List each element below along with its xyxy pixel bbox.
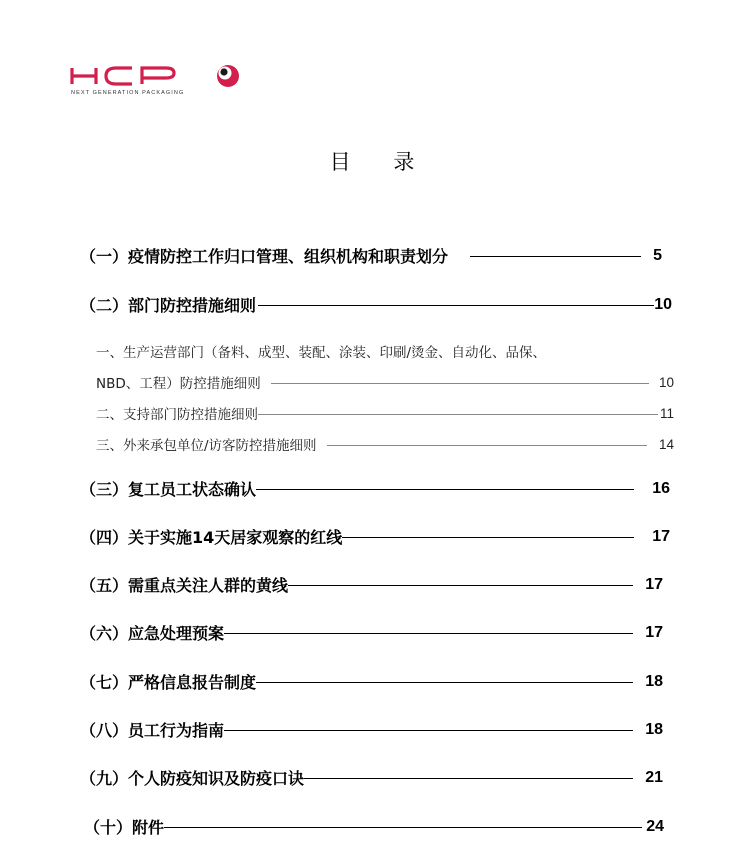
toc-item[interactable] [80,244,662,267]
toc-item-label: （四）关于实施14天居家观察的红线 [80,528,343,547]
toc-subitem-label: 三、外来承包单位/访客防控措施细则 [96,438,317,454]
toc-item-page: 5 [653,246,662,264]
toc-item-page: 18 [645,720,663,738]
toc-subitem-page: 10 [658,374,674,390]
hcp-logo-icon [70,64,245,90]
toc-subitem-label: 二、支持部门防控措施细则 [96,407,258,423]
toc-subitem-label: 一、生产运营部门（备料、成型、装配、涂装、印刷/烫金、自动化、品保、 [96,345,547,361]
toc-leader [224,633,633,634]
toc-item-label: （七）严格信息报告制度 [80,673,257,692]
toc-subitem-page: 11 [659,405,674,421]
toc-item-page: 17 [652,527,670,545]
toc-leader [470,256,641,257]
toc-item-page: 10 [654,295,672,313]
toc-leader [288,585,633,586]
toc-item-label: （九）个人防疫知识及防疫口诀 [80,769,305,788]
page-title: 目 录 [329,150,433,174]
company-logo [70,64,250,100]
toc-item-label: （五）需重点关注人群的黄线 [80,576,289,595]
toc-item[interactable] [80,525,670,548]
toc-leader [258,305,654,306]
toc-leader [224,730,633,731]
toc-item-label: （八）员工行为指南 [80,721,225,740]
toc-item[interactable] [84,815,664,838]
toc-subitem-line1[interactable] [96,341,546,361]
toc-item-page: 17 [645,623,663,641]
toc-subitem[interactable] [96,434,674,454]
toc-item[interactable] [80,718,663,741]
toc-leader [327,445,647,446]
toc-leader [271,383,649,384]
toc-item-page: 21 [645,768,663,786]
toc-item[interactable] [80,477,670,500]
toc-leader [256,682,633,683]
toc-item-page: 24 [646,817,664,835]
toc-item-page: 17 [645,575,663,593]
toc-leader [258,414,658,415]
toc-subitem-page: 14 [658,436,674,452]
toc-item-label: （六）应急处理预案 [80,624,225,643]
toc-item[interactable] [80,670,663,693]
toc-item-page: 18 [645,672,663,690]
toc-item[interactable] [80,621,663,644]
toc-item-page: 16 [652,479,670,497]
toc-item[interactable] [80,766,663,789]
toc-item[interactable] [80,573,663,596]
toc-leader [164,827,642,828]
toc-leader [256,489,634,490]
logo-tagline: NEXT GENERATION PACKAGING [71,90,185,96]
toc-subitem[interactable] [96,372,674,392]
toc-leader [342,537,634,538]
toc-item[interactable] [80,293,672,316]
toc-item-label: （二）部门防控措施细则 [80,296,257,315]
toc-item-label: （三）复工员工状态确认 [80,480,257,499]
toc-leader [304,778,633,779]
toc-item-label: （十）附件 [84,818,165,837]
toc-item-label: （一）疫情防控工作归口管理、组织机构和职责划分 [80,247,449,266]
toc-subitem-label: NBD、工程）防控措施细则 [96,376,261,392]
toc-subitem[interactable] [96,403,674,423]
